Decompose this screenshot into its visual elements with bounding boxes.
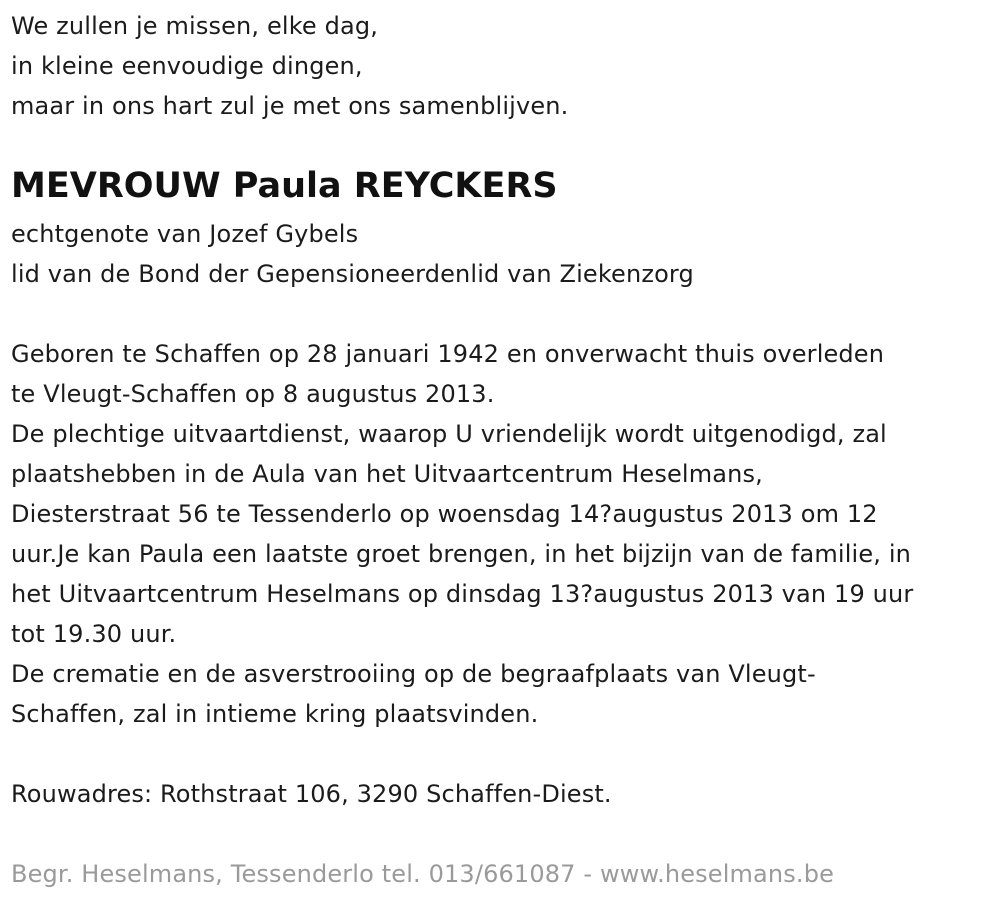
deceased-name: MEVROUW Paula REYCKERS <box>11 166 558 206</box>
announcement-line: Schaffen, zal in intieme kring plaatsvinden. <box>11 700 539 728</box>
poem-line: in kleine eenvoudige dingen, <box>11 52 363 80</box>
deceased-roles <box>11 214 694 294</box>
announcement-line: te Vleugt-Schaffen op 8 augustus 2013. <box>11 380 495 408</box>
announcement-line: De crematie en de asverstrooiing op de begraafplaats van Vleugt- <box>11 660 816 688</box>
poem-line: maar in ons hart zul je met ons samenblijven. <box>11 92 569 120</box>
announcement-line: plaatshebben in de Aula van het Uitvaartcentrum Heselmans, <box>11 460 763 488</box>
announcement-text <box>11 334 913 734</box>
announcement-line: Geboren te Schaffen op 28 januari 1942 en onverwacht thuis overleden <box>11 340 885 368</box>
mourning-address: Rouwadres: Rothstraat 106, 3290 Schaffen-Diest. <box>11 780 612 808</box>
membership-line: lid van de Bond der Gepensioneerdenlid van Ziekenzorg <box>11 260 694 288</box>
spouse-line: echtgenote van Jozef Gybels <box>11 220 359 248</box>
memorial-poem <box>11 6 568 126</box>
announcement-line: tot 19.30 uur. <box>11 620 177 648</box>
announcement-line: Diesterstraat 56 te Tessenderlo op woensdag 14?augustus 2013 om 12 <box>11 500 878 528</box>
announcement-line: De plechtige uitvaartdienst, waarop U vriendelijk wordt uitgenodigd, zal <box>11 420 887 448</box>
funeral-home-footer: Begr. Heselmans, Tessenderlo tel. 013/661087 - www.heselmans.be <box>11 860 835 888</box>
announcement-line: uur.Je kan Paula een laatste groet brengen, in het bijzijn van de familie, in <box>11 540 912 568</box>
announcement-line: het Uitvaartcentrum Heselmans op dinsdag 13?augustus 2013 van 19 uur <box>11 580 914 608</box>
poem-line: We zullen je missen, elke dag, <box>11 12 378 40</box>
